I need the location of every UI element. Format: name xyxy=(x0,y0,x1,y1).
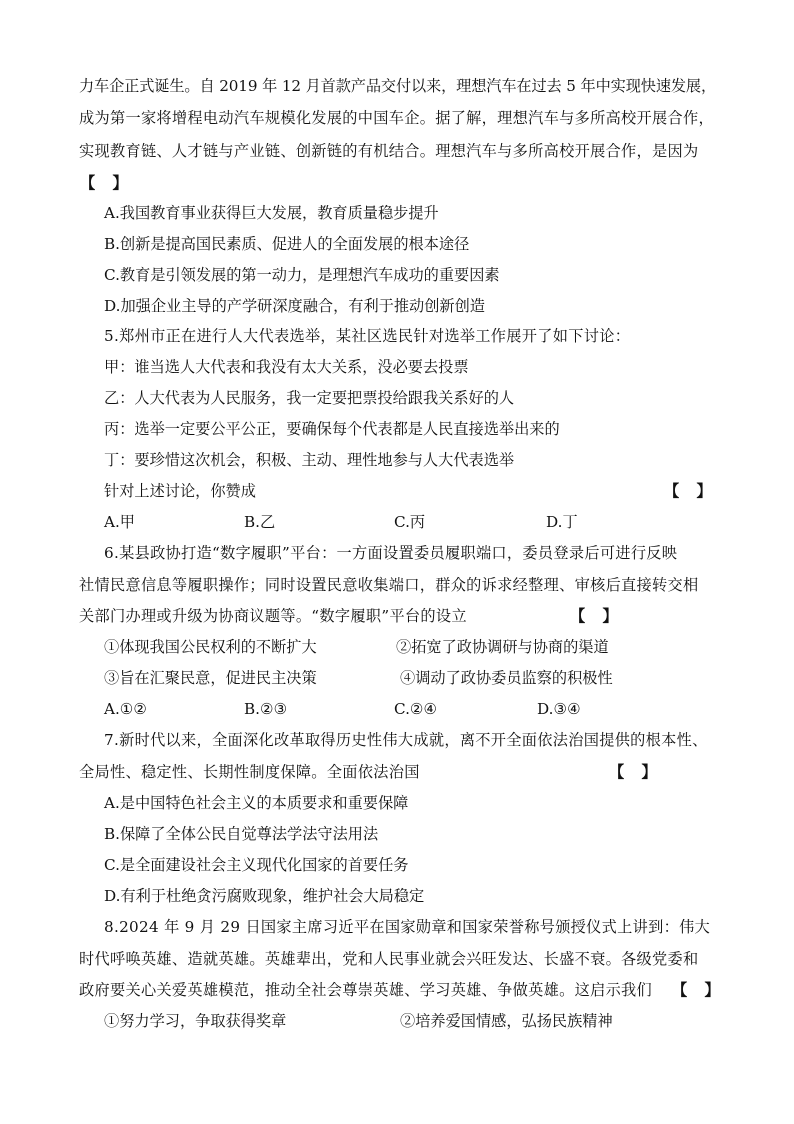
q5-option-c: C.丙 xyxy=(394,513,426,531)
q7-option-a: A.是中国特色社会主义的本质要求和重要保障 xyxy=(104,794,409,812)
option-c: C.教育是引领发展的第一动力，是理想汽车成功的重要因素 xyxy=(104,266,500,284)
q6-item-4: ④调动了政协委员监察的积极性 xyxy=(400,669,613,687)
q5-option-a: A.甲 xyxy=(104,513,135,531)
q6-option-a: A.①② xyxy=(104,700,148,718)
q8-line-3: 政府要关心关爱英雄模范，推动全社会尊崇英雄、学习英雄、争做英雄。这启示我们 xyxy=(79,981,653,999)
option-d: D.加强企业主导的产学研深度融合，有利于推动创新创造 xyxy=(104,297,485,315)
q5-option-d: D.丁 xyxy=(546,513,578,531)
option-b: B.创新是提高国民素质、促进人的全面发展的根本途径 xyxy=(104,235,470,253)
q8-line-1: 8.2024 年 9 月 29 日国家主席习近平在国家勋章和国家荣誉称号颁授仪式上讲到：伟大 xyxy=(104,918,711,936)
answer-bracket[interactable]: 【 】 xyxy=(570,607,624,625)
q5-option-b: B.乙 xyxy=(244,513,276,531)
q6-option-d: D.③④ xyxy=(537,700,581,718)
answer-bracket[interactable]: 【 】 xyxy=(80,174,134,192)
intro-line-2: 成为第一家将增程电动汽车规模化发展的中国车企。据了解，理想汽车与多所高校开展合作， xyxy=(79,109,714,127)
q5-prompt: 针对上述讨论，你赞成 xyxy=(104,482,256,500)
q6-option-c: C.②④ xyxy=(394,700,438,718)
q5-view-ding: 丁：要珍惜这次机会，积极、主动、理性地参与人大代表选举 xyxy=(104,451,515,469)
q6-option-b: B.②③ xyxy=(244,700,288,718)
q7-option-b: B.保障了全体公民自觉尊法学法守法用法 xyxy=(104,825,379,843)
q5-stem: 5.郑州市正在进行人大代表选举，某社区选民针对选举工作展开了如下讨论： xyxy=(104,327,631,345)
answer-bracket[interactable]: 【 】 xyxy=(609,763,663,781)
q5-view-yi: 乙：人大代表为人民服务，我一定要把票投给跟我关系好的人 xyxy=(104,389,515,407)
q7-option-d: D.有利于杜绝贪污腐败现象，维护社会大局稳定 xyxy=(104,887,425,905)
q8-item-2: ②培养爱国情感，弘扬民族精神 xyxy=(400,1012,613,1030)
q5-view-jia: 甲：谁当选人大代表和我没有太大关系，没必要去投票 xyxy=(104,358,469,376)
intro-line-1: 力车企正式诞生。自 2019 年 12 月首款产品交付以来，理想汽车在过去 5 年中实现快速发展， xyxy=(79,77,717,95)
q7-option-c: C.是全面建设社会主义现代化国家的首要任务 xyxy=(104,856,409,874)
q6-line-2: 社情民意信息等履职操作；同时设置民意收集端口，群众的诉求经整理、审核后直接转交相 xyxy=(79,576,699,594)
q6-line-3: 关部门办理或升级为协商议题等。“数字履职”平台的设立 xyxy=(79,607,467,625)
q8-line-2: 时代呼唤英雄、造就英雄。英雄辈出，党和人民事业就会兴旺发达、长盛不衰。各级党委和 xyxy=(79,950,699,968)
q6-item-1: ①体现我国公民权利的不断扩大 xyxy=(104,638,317,656)
q8-item-1: ①努力学习，争取获得奖章 xyxy=(104,1012,287,1030)
q6-item-2: ②拓宽了政协调研与协商的渠道 xyxy=(396,638,609,656)
q7-line-1: 7.新时代以来，全面深化改革取得历史性伟大成就，离不开全面依法治国提供的根本性、 xyxy=(104,731,708,749)
q5-view-bing: 丙：选举一定要公平公正，要确保每个代表都是人民直接选举出来的 xyxy=(104,420,560,438)
intro-line-3: 实现教育链、人才链与产业链、创新链的有机结合。理想汽车与多所高校开展合作，是因为 xyxy=(79,142,699,160)
q6-line-1: 6.某县政协打造“数字履职”平台：一方面设置委员履职端口，委员登录后可进行反映 xyxy=(104,544,678,562)
q7-line-2: 全局性、稳定性、长期性制度保障。全面依法治国 xyxy=(79,763,420,781)
q6-item-3: ③旨在汇聚民意，促进民主决策 xyxy=(104,669,317,687)
option-a: A.我国教育事业获得巨大发展，教育质量稳步提升 xyxy=(104,204,439,222)
answer-bracket[interactable]: 【 】 xyxy=(672,981,726,999)
answer-bracket[interactable]: 【 】 xyxy=(664,482,718,500)
